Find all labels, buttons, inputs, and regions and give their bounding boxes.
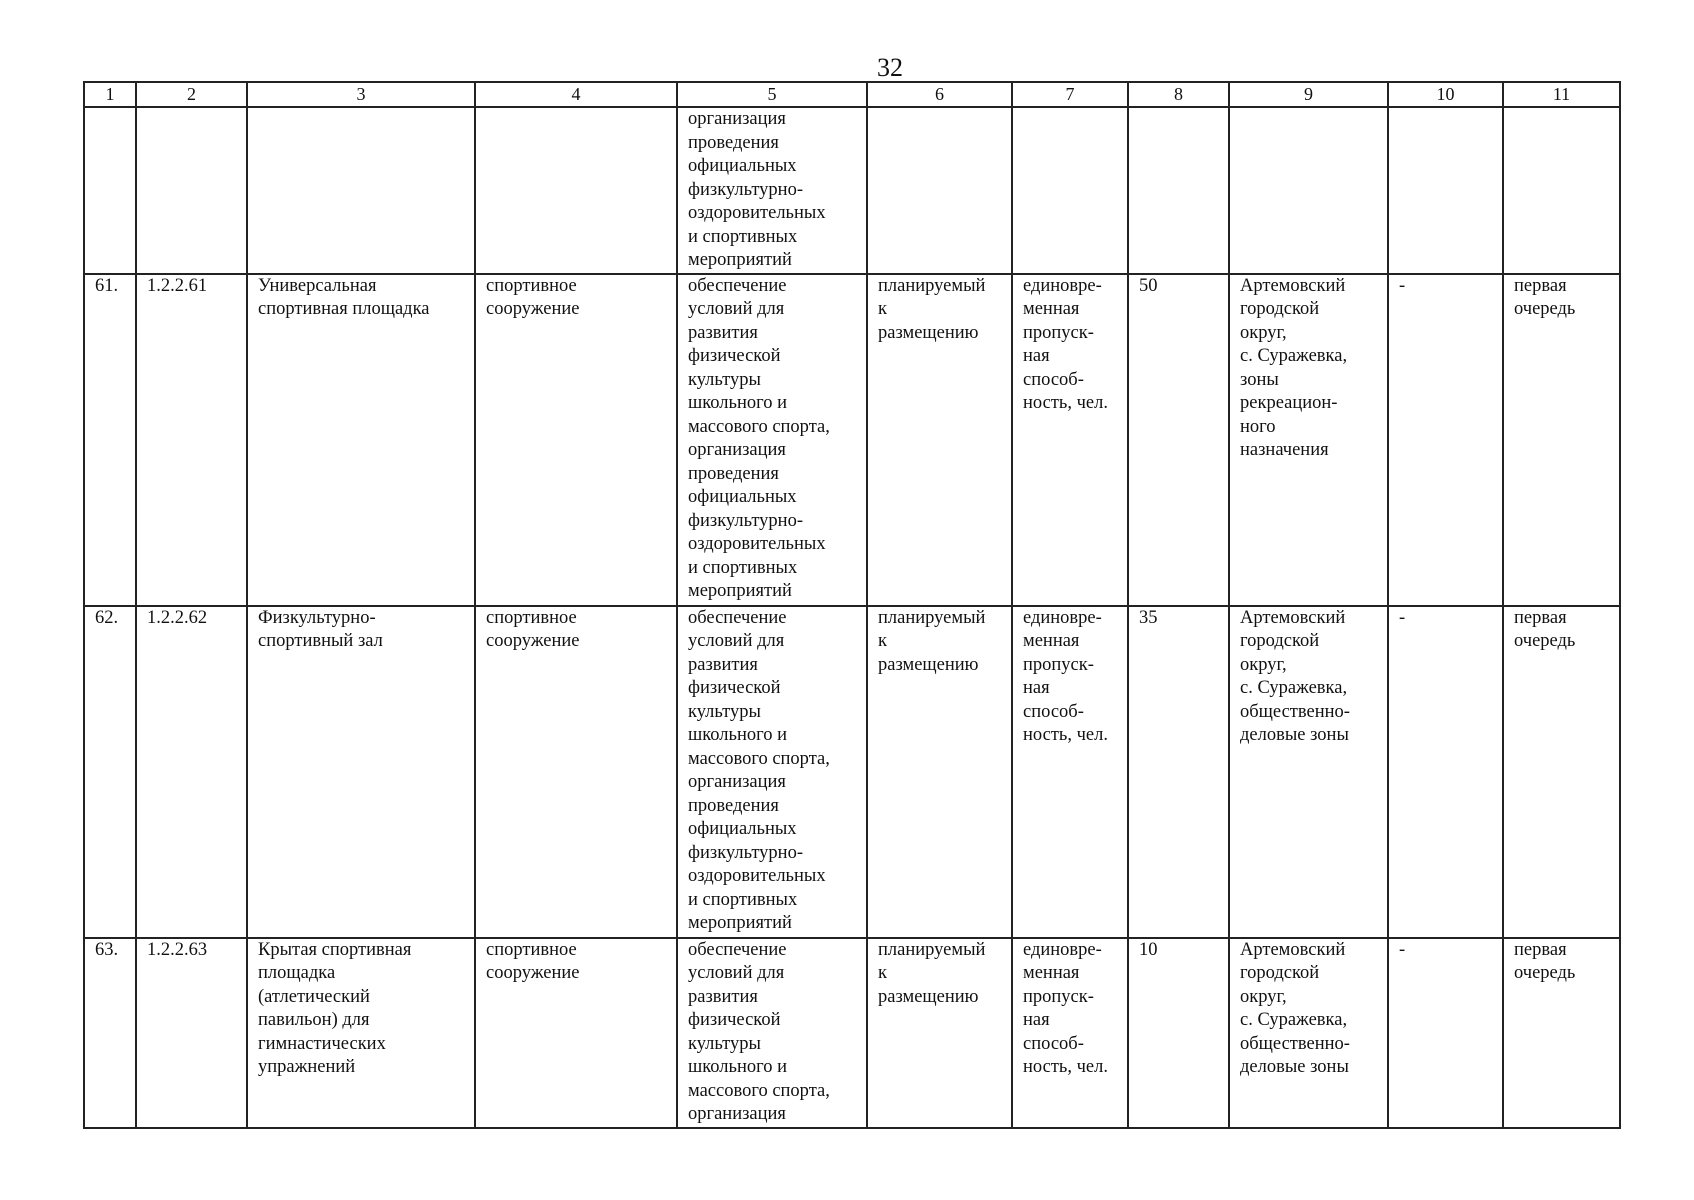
cell-line: городской: [1240, 299, 1320, 319]
cell-line: проведения: [688, 795, 779, 816]
cell-line: (атлетический: [258, 986, 370, 1007]
characteristic-cell: [1012, 606, 1128, 938]
cell-line: павильон) для: [258, 1010, 370, 1030]
cell-line: размещению: [878, 322, 979, 343]
cell-line: ная: [1023, 346, 1050, 366]
cell-line: ность, чел.: [1023, 393, 1108, 413]
cell-line: массового спорта,: [688, 416, 830, 437]
cell-line: первая: [1514, 939, 1567, 960]
cell-line: планируемый: [878, 607, 986, 628]
cell-line: ность, чел.: [1023, 1057, 1108, 1077]
cell-line: школьного и: [688, 393, 788, 413]
zone-cell: -: [1388, 274, 1503, 606]
cell-line: городской: [1240, 631, 1320, 651]
status-cell: [867, 606, 1012, 938]
cell-line: размещению: [878, 654, 979, 675]
cell-line: сооружение: [486, 299, 580, 319]
cell-line: оздоровительных: [688, 866, 826, 886]
cell-line: официальных: [688, 819, 797, 839]
column-header: 2: [136, 82, 247, 107]
cell-line: городской: [1240, 963, 1320, 983]
purpose-cell: [677, 606, 867, 938]
cell-line: пропуск-: [1023, 322, 1094, 343]
code-cell: 1.2.2.63: [136, 938, 247, 1128]
cell-line: спортивный зал: [258, 631, 383, 651]
cell-line: зоны: [1240, 369, 1279, 390]
cell-line: школьного и: [688, 725, 788, 745]
cell-line: площадка: [258, 963, 336, 983]
column-header: 6: [867, 82, 1012, 107]
cell-line: планируемый: [878, 275, 986, 296]
column-header: 1: [84, 82, 136, 107]
cell-line: единовре-: [1023, 607, 1102, 628]
location-cell: [1229, 606, 1388, 938]
purpose-cell: [677, 938, 867, 1128]
cell-line: условий для: [688, 299, 785, 319]
row-number-cell: 63.: [84, 938, 136, 1128]
column-header: 10: [1388, 82, 1503, 107]
cell-line: обеспечение: [688, 607, 787, 628]
value-cell: 35: [1128, 606, 1229, 938]
cell-line: округ,: [1240, 322, 1287, 343]
cell-line: деловые зоны: [1240, 1057, 1349, 1077]
cell-line: очередь: [1514, 299, 1576, 319]
cell-line: спортивное: [486, 607, 577, 628]
cell-line: рекреацион-: [1240, 393, 1338, 413]
table-cell: [84, 107, 136, 274]
cell-line: способ-: [1023, 369, 1084, 390]
header-row: [84, 82, 1620, 107]
cell-line: условий для: [688, 631, 785, 651]
cell-line: развития: [688, 654, 758, 675]
table-cell: [247, 107, 475, 274]
cell-line: спортивное: [486, 939, 577, 960]
cell-line: ного: [1240, 416, 1276, 437]
column-header: 4: [475, 82, 677, 107]
cell-line: пропуск-: [1023, 986, 1094, 1007]
cell-line: культуры: [688, 369, 761, 390]
cell-line: спортивное: [486, 275, 577, 296]
cell-line: способ-: [1023, 701, 1084, 722]
cell-line: физической: [688, 1010, 781, 1030]
code-cell: 1.2.2.62: [136, 606, 247, 938]
cell-line: культуры: [688, 701, 761, 722]
table-row: [84, 274, 1620, 606]
cell-line: очередь: [1514, 963, 1576, 983]
cell-line: размещению: [878, 986, 979, 1007]
page-number: 32: [877, 53, 903, 82]
cell-line: Универсальная: [258, 275, 377, 296]
characteristic-cell: [1012, 938, 1128, 1128]
cell-line: деловые зоны: [1240, 725, 1349, 745]
location-cell: [1229, 274, 1388, 606]
type-cell: [475, 606, 677, 938]
cell-line: очередь: [1514, 631, 1576, 651]
cell-line: Артемовский: [1240, 607, 1346, 628]
cell-line: оздоровительных: [688, 534, 826, 554]
cell-line: и спортивных: [688, 889, 798, 910]
code-cell: 1.2.2.61: [136, 274, 247, 606]
cell-line: спортивная площадка: [258, 299, 430, 319]
cell-line: обеспечение: [688, 275, 787, 296]
cell-line: организация: [688, 772, 786, 792]
value-cell: 10: [1128, 938, 1229, 1128]
cell-line: ность, чел.: [1023, 725, 1108, 745]
cell-line: массового спорта,: [688, 1080, 830, 1101]
location-cell: [1229, 938, 1388, 1128]
column-header: 7: [1012, 82, 1128, 107]
status-cell: [867, 938, 1012, 1128]
column-header: 5: [677, 82, 867, 107]
cell-line: физической: [688, 346, 781, 366]
objects-table: [83, 81, 1621, 1129]
cell-line: обеспечение: [688, 939, 787, 960]
cell-line: мероприятий: [688, 581, 792, 601]
table-cell: [475, 107, 677, 274]
cell-line: физкультурно-: [688, 842, 803, 863]
cell-line: к: [878, 631, 887, 651]
cell-line: официальных: [688, 156, 797, 176]
purpose-cell: [677, 274, 867, 606]
queue-cell: [1503, 606, 1620, 938]
cell-line: организация: [688, 440, 786, 460]
table-cell: [136, 107, 247, 274]
cell-line: к: [878, 299, 887, 319]
queue-cell: [1503, 938, 1620, 1128]
name-cell: [247, 938, 475, 1128]
cell-line: Физкультурно-: [258, 607, 376, 628]
cell-line: с. Суражевка,: [1240, 1010, 1348, 1030]
cell-line: менная: [1023, 963, 1080, 983]
cell-line: упражнений: [258, 1057, 356, 1077]
cell-line: к: [878, 963, 887, 983]
cell-line: сооружение: [486, 963, 580, 983]
cell-line: менная: [1023, 299, 1080, 319]
cell-line: официальных: [688, 487, 797, 507]
queue-cell: [1503, 274, 1620, 606]
cell-line: физической: [688, 678, 781, 698]
table-cell: [1229, 107, 1388, 274]
cell-line: физкультурно-: [688, 179, 803, 200]
cell-line: Крытая спортивная: [258, 939, 412, 960]
cell-line: организация: [688, 1104, 786, 1124]
cell-line: способ-: [1023, 1033, 1084, 1054]
table-cell: [1503, 107, 1620, 274]
purpose-cell: [677, 107, 867, 274]
row-number-cell: 62.: [84, 606, 136, 938]
zone-cell: -: [1388, 938, 1503, 1128]
table-cell: [1388, 107, 1503, 274]
cell-line: проведения: [688, 463, 779, 484]
type-cell: [475, 274, 677, 606]
cell-line: с. Суражевка,: [1240, 346, 1348, 366]
cell-line: ная: [1023, 1010, 1050, 1030]
cell-line: общественно-: [1240, 1033, 1350, 1054]
cell-line: школьного и: [688, 1057, 788, 1077]
cell-line: менная: [1023, 631, 1080, 651]
table-cell: [867, 107, 1012, 274]
cell-line: развития: [688, 986, 758, 1007]
cell-line: сооружение: [486, 631, 580, 651]
type-cell: [475, 938, 677, 1128]
cell-line: гимнастических: [258, 1033, 386, 1054]
cell-line: оздоровительных: [688, 203, 826, 223]
cell-line: мероприятий: [688, 913, 792, 933]
column-header: 9: [1229, 82, 1388, 107]
name-cell: [247, 274, 475, 606]
cell-line: назначения: [1240, 440, 1329, 460]
cell-line: культуры: [688, 1033, 761, 1054]
cell-line: первая: [1514, 275, 1567, 296]
cell-line: и спортивных: [688, 226, 798, 247]
table-row: [84, 606, 1620, 938]
column-header: 11: [1503, 82, 1620, 107]
row-number-cell: 61.: [84, 274, 136, 606]
status-cell: [867, 274, 1012, 606]
cell-line: условий для: [688, 963, 785, 983]
cell-line: организация: [688, 109, 786, 129]
cell-line: Артемовский: [1240, 939, 1346, 960]
cell-line: ная: [1023, 678, 1050, 698]
cell-line: с. Суражевка,: [1240, 678, 1348, 698]
cell-line: развития: [688, 322, 758, 343]
cell-line: массового спорта,: [688, 748, 830, 769]
cell-line: проведения: [688, 132, 779, 153]
table-cell: [1012, 107, 1128, 274]
cell-line: и спортивных: [688, 557, 798, 578]
name-cell: [247, 606, 475, 938]
cell-line: первая: [1514, 607, 1567, 628]
table-row-continuation: [84, 107, 1620, 274]
cell-line: физкультурно-: [688, 510, 803, 531]
zone-cell: -: [1388, 606, 1503, 938]
column-header: 3: [247, 82, 475, 107]
cell-line: единовре-: [1023, 939, 1102, 960]
cell-line: единовре-: [1023, 275, 1102, 296]
cell-line: округ,: [1240, 654, 1287, 675]
cell-line: планируемый: [878, 939, 986, 960]
column-header: 8: [1128, 82, 1229, 107]
cell-line: общественно-: [1240, 701, 1350, 722]
table-row: [84, 938, 1620, 1128]
characteristic-cell: [1012, 274, 1128, 606]
table-cell: [1128, 107, 1229, 274]
cell-line: мероприятий: [688, 250, 792, 270]
cell-line: пропуск-: [1023, 654, 1094, 675]
cell-line: округ,: [1240, 986, 1287, 1007]
cell-line: Артемовский: [1240, 275, 1346, 296]
value-cell: 50: [1128, 274, 1229, 606]
